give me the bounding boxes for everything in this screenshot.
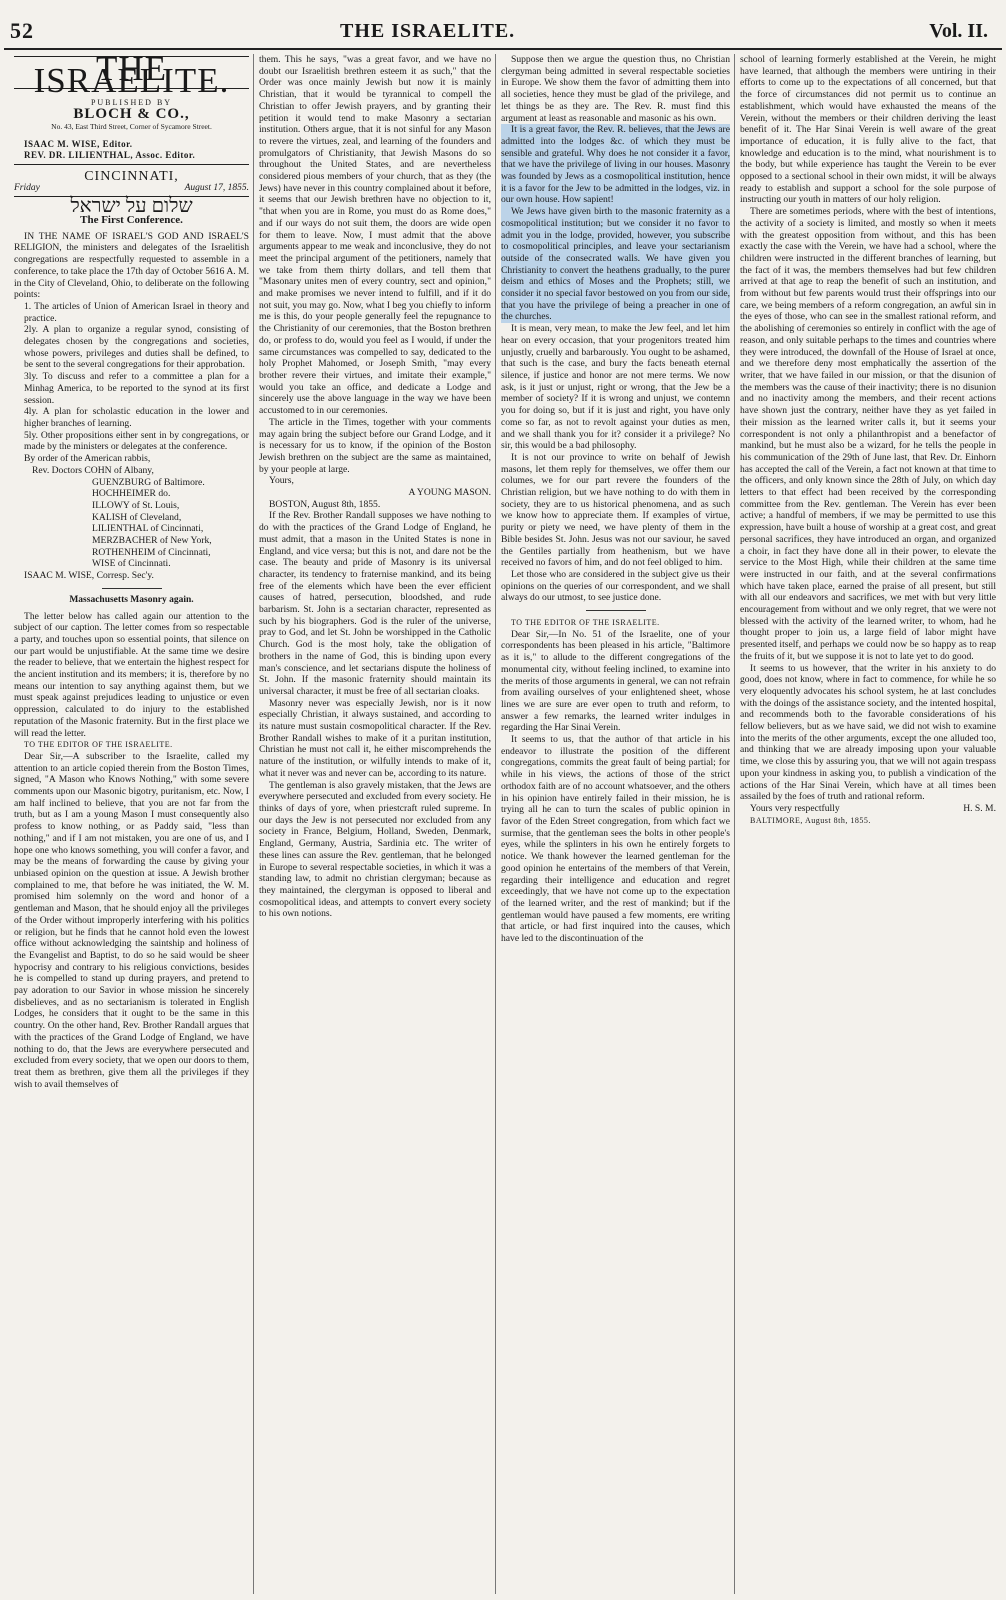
publisher-address: No. 43, East Third Street, Corner of Sycamore Street. [51,121,212,131]
editorial-paragraph: Masonry never was especially Jewish, nor is it now especially Christian, it always sustained, and according to its nature must sustain cosmopolitical character. If the Rev. Brother Randall wishes to make of it a puritan institution, Christian he must not call it, he either miscomprehends the nature of the institution, or wilfully intends to make of it, what it never was and never can be, according to its nature. [259,697,491,779]
highlighted-paragraph: We Jews have given birth to the masonic fraternity as a cosmopolitical institution; but we consider it no favor to admit you in the lodge, provided, however, you subscribe to cosmopolitical principles, and leave your sectarianism outside of the consecrated walls. We have given you Christianity to convert the heathens gradually, to the purer deism and ethics of Moses and the Prophets; still, we consider it no special favor bestowed on you from our side, that you have the privilege of being a preacher in one of the churches. [501,206,730,323]
initials: H. S. M. [963,803,996,814]
closing: Yours very respectfully [750,803,840,814]
volume-label: Vol. II. [929,20,988,42]
separator [586,610,646,611]
editorial-paragraph: Suppose then we argue the question thus, no Christian clergyman being admitted in several respectable societies in Europe. We show them the favor of admitting them into all societies, hence they must be glad of the privilege, and let things be as they are. The Rev. R. must find this argument at least as reasonable and masonic as his own. [501,54,730,124]
masonry-heading: Massachusetts Masonry again. [69,594,194,605]
signer: ROTHENHEIM of Cincinnati, [92,546,211,558]
column-divider [734,54,735,1594]
page-number: 52 [10,18,34,43]
letter-paragraph: Dear Sir,—A subscriber to the Israelite, called my attention to an article copied therein from the Boston Times, signed, "A Mason who Knows Nothing," with some severe comments upon our Masonic bigotry, puritanism, etc. Now, I am half inclined to believe, that you are not far from the truth, but as I am a young Mason I must consequently also profess to know nothing, or as Paddy said, "less than nothing," and if I am not mistaken, you are one of us, and I hope one who knows something, you will confer a favor, and may be the means of forwarding the cause by giving your unbiased opinion on the question at issue. A Jewish brother complained to me, that before he was initiated, the W. M. promised him solemnly on the word and honor of a gentleman and Mason, that he should enjoy all the privileges of the Order without improperly interfering with his politics or religion, but he finds that he cannot hold even the lowest office without acknowledging the saintship and holiness of the Evangelist and Baptist, to do so he said would be sheer hypocrisy and contrary to his religious convictions, besides he is compelled to stand up during prayers, and pretend to pay adoration to our Savior in whose mission he sincerely disbelieves, and as no sectarianism is tolerated in English Lodges, he considers that it ought to be the same in this country. On the other hand, Rev. Brother Randall argues that with the practices of the Grand Lodge of England, we have nothing to do, that the Jews are everywhere persecuted and excluded from every society, that we open our doors to them, treat them as brethren, give them all the privileges if they wish to avail themselves of [14,750,249,1090]
editorial-paragraph: If the Rev. Brother Randall supposes we have nothing to do with the practices of the Grand Lodge of England, he must admit, that a mason in the United States is none in England, and vice versa; but this is not, and dare not be the case. The beauty and pride of Masonry is its universal character, its tendency to fraternise mankind, and its being free of the elements which have been the ever efficient causes of hatred, persecution, bloodshed, and rude barbarism. St. John is a sectarian character, represented as such by his biographers. God is the ruler of the universe, pray to God, and let St. John be worshipped in the Catholic Church. God is the most holy, take the obligation of brothers in the name of God, this is binding upon every man's conscience, and let sectarians dispute the holiness of St. John. If the masonic fraternity should maintain its universal character, it must be free of all sectarian cloaks. [259,510,491,697]
letter-yours: Yours, [269,475,294,487]
highlighted-paragraph: It is a great favor, the Rev. R. believes, that the Jews are admitted into the lodges &c. of which they must be sensible and grateful. Why does he not consider it a favor, that we have the privilege of living in our houses. Masonry was founded by Jews as a cosmopolitical institution, hence it is a favor for the Jew to be admitted in the lodges, viz. in our own house. How sapient! [501,124,730,206]
to-editor: TO THE EDITOR OF THE ISRAELITE. [511,618,660,628]
conference-point: 3ly. To discuss and refer to a committee a plan for a Minhag America, to be reported to the synod at its first session. [24,371,249,406]
closing-line [740,803,996,815]
signer: HOCHHEIMER do. [92,488,171,500]
editorial-paragraph: The gentleman is also gravely mistaken, that the Jews are everywhere persecuted and excluded from every society. He thinks of days of yore, when priestcraft ruled supreme. In our days the Jew is not persecuted nor excluded from any society in France, Belgium, Holland, Sweden, Denmark, England, Germany, Austria, Sardinia etc. The writer of these lines can assure the Rev. gentleman, that he belonged in Europe to several respectable societies, in which it was a standing law, to admit no christian clergyman; because as they maintained, the clergyman is opposed to liberal and cosmopolitical ideas, and attempts to convert every society to his own notions. [259,779,491,920]
baltimore-paragraph: There are sometimes periods, where with the best of intentions, the activity of a society is limited, and mostly so when it meets with the greatest opposition from without, and this has been exactly the case with the Verein, we have had a school, where the children were instructed in the different branches of learning, but the fact of it was, the members themselves had but few children arrived at that age to reap the benefit of such an institution, and from without but few parents would trust their offsprings into our care, we being members of a reform congregation, an awful sin in the eyes of those, who can see in the smallest rational reform, and the abolishing of ceremonies so entirely in conflict with the age of reason, and only suitable perhaps to the times and countries where they were introduced, the downfall of the House of Israel at once, and we therefore deny most emphatically the assertion of the writer, that we have failed in our mission, or that the disunion of the members was the cause of their inactivity; there is no disunion and no inactivity among the members, and their recent actions have shown just the contrary, neither have they as yet failed in their mission as the learned writer calls it, but it seems your correspondent is not only a philanthropist and a benefactor of mankind, but he must also be a wizard, for he tells the people in his communication of the 29th of June last, that Rev. Dr. Einhorn has accepted the call of the Verein, a fact not known at that time to the officers, and only known since the 28th of July, on which day letters to that effect had been received by the corresponding committee from the Rev. gentleman. The Verein has ever been active; a handful of members, if we may be permitted to use this expression, have built a house of worship at a great cost, and great personal sacrifices, they have introduced an organ, and organized a choir, in fact they have done all in their power, to elevate the service to the Most High, while their children at the same time were instructed in our faith, and at the several confirmations which have taken place, earned the praise of all present, but still with all our endeavors and sacrifices, we met with but very little encouragement from without and we only regret, that we were not blessed with the activity of the learned writer, to whom, had he thought proper to join us, a large field of labor might have presented itself, and perhaps we could now be so happy as to reap the fruits of it, but we suppose it is not to late yet to do good. [740,206,996,662]
editorial-paragraph: It is not our province to write on behalf of Jewish masons, let them reply for themselves, we offer them our columes, we for our part revere the founders of the Christian religion, but we have nothing to do with them in society, they are to us historical phenomena, and as such we know how to appreciate them. If examples of virtue, purity or piety we need, we have plenty of them in the Bible besides St. John. Jesus was not our saviour, he saved the Gentiles partially from heathenism, but we have received no favors of him, and do not feel obliged to him. [501,451,730,569]
masthead-title: THE ISRAELITE. [33,54,230,100]
editor-line: ISAAC M. WISE, Editor. [24,138,133,149]
dateline [14,183,249,195]
column-1 [14,54,249,1594]
editorial-paragraph: Let those who are considered in the subject give us their opinions on the queries of our correspondent, and we shall always do our utmost, to see justice done. [501,568,730,604]
publisher-name: BLOCH & CO., [73,106,190,123]
column-3 [501,54,730,1594]
page-header [0,18,1006,50]
signer: LILIENTHAL of Cincinnati, [92,523,204,535]
signer: MERZBACHER of New York, [92,535,212,547]
column-2 [259,54,491,1594]
conference-intro: IN THE NAME OF ISRAEL'S GOD AND ISRAEL'S RELIGION, the ministers and delegates of the Israelitish congregations are respectfully requested to assemble in a conference, to take place the 17th day of October 5616 A. M. in the City of Cleveland, Ohio, to deliberate on the following points: [14,230,249,301]
signer: ILLOWY of St. Louis, [92,499,180,511]
column-divider [495,54,496,1594]
conference-heading: The First Conference. [80,214,183,227]
conference-point: 1. The articles of Union of American Israel in theory and practice. [24,300,249,324]
baltimore-paragraph: It seems to us, that the author of that article in his endeavor to illustrate the position of the different congregations, commits the great fault of being partial; for while in his views, the actions of those of the strict orthodox faith are of no account whatsoever, and the others in his opinion have entirely failed in their mission, he is trying all he can to turn the scales of public opinion in favor of the Eden Street congregation, from which fact we surmise, that the gentleman sees the bolts in other people's eyes, while the splinters in his own he entirely forgets to notice. We thank however the learned gentleman for the good opinion he entertains of the members of that Verein, regarding their intelligence and education and regret exceedingly, that we have not come up to the expectation of the learned writer, and the rest of mankind; but if the gentleman would have paused a few moments, ere writing that article, or had first inquired into the causes, which have led to the discontinuation of the [501,734,730,945]
signer: GUENZBURG of Baltimore. [92,476,205,488]
conference-signers [14,465,249,570]
conference-secretary: ISAAC M. WISE, Corresp. Sec'y. [24,570,154,582]
city-line: CINCINNATI, [84,168,179,184]
masonry-intro: The letter below has called again our attention to the subject of our caption. The letter comes from so respectable a party, and touches upon so essential points, that silence on our part would be unjustifiable. At the same time we desire the reader to believe, that we entertain the highest respect for the ancient institution and its members; it is, therefore by no means our intention to say anything against them, but we must speak against prejudices leading to unjustice or even oppression, calculated to do injury to the established reputation of the Masonic fraternity. But in the first place we will read the letter. [14,610,249,739]
signer: KALISH of Cleveland, [92,511,182,523]
header-rule [4,48,1002,50]
baltimore-place-date: BALTIMORE, August 8th, 1855. [750,815,871,825]
baltimore-paragraph: school of learning formerly established at the Verein, he might have learned, that although the members were untiring in their efforts to come up to the expectations of all concerned, but that the force of circumstances did not permit us to continue an establishment, which would have exhausted the means of the Verein, without the members or their children deriving the least benefit of it. The Har Sinai Verein is well aware of the great importance of education, it is fully alive to the fact, that knowledge and education is to the mind, what nourishment is to the body, but while experience has taught the Verein to be ever opposed to a sectional school in their own midst, it will be always ready to establish and support a school for the sole purpose of instructing our youth in matters of our holy religion. [740,54,996,206]
column-4 [740,54,996,1594]
letter-place-date: BOSTON, August 8th, 1855. [269,498,381,510]
column-divider [253,54,254,1594]
published-by: PUBLISHED BY [90,98,173,108]
masthead-rule [14,164,249,165]
to-editor: TO THE EDITOR OF THE ISRAELITE. [24,740,173,750]
signer: Rev. Doctors COHN of Albany, [32,464,154,476]
editorial-paragraph: It is mean, very mean, to make the Jew feel, and let him hear on every occasion, that your progenitors treated him unjustly, cruelly and barbarously. You ought to be ashamed, that such is the case, and bury the facts beneath eternal silence, if justice and honor are not mere terms. We now ask, is it just or unjust, right or wrong, that the Jew be a member of society? If it is wrong and unjust, we contemn you for doing so, but if it is just and right, you have only come so far, as not to revolt against your duties as men, and we shall thank you for it? consider it a privilege? No sir, this would be a bad philosophy. [501,323,730,452]
baltimore-paragraph: It seems to us however, that the writer in his anxiety to do good, does not know, where in fact to commence, for while he so very eloquently advocates his school system, he at last concludes with the doings of the assistance society, and the intented hospital, and recommends both to the favorable considerations of his fellow believers, but as we have said, we did not wish to examine into the merits of the other arguments, except the one alluded too, and thinking that we are already imposing upon your valuable time, we close this by assuring you, that we will not again trespass upon your kindness in asking you, to publish a vindication of the actions of the Har Sinai Verein, which have at all times been assailed by the foes of truth and rational reform. [740,662,996,803]
baltimore-paragraph: Dear Sir,—In No. 51 of the Israelite, one of your correspondents has been pleased in his article, "Baltimore as it is," to allude to the different congregations of the monumental city, without feeling inclined, to examine into the merits of those arguments in general, we can not refrain from availing ourselves of your enlightened sheet, whose lines we are sure are ever open to truth and reform, to answer a few remarks, the learned writer indulges in regarding the Har Sinai Verein. [501,628,730,734]
conference-order: By order of the American rabbis, [24,453,151,465]
running-title: THE ISRAELITE. [340,20,516,42]
signer: WISE of Cincinnati. [92,558,171,570]
letter-paragraph: The article in the Times, together with your comments may again bring the subject before our Grand Lodge, and it is necessary for us to know, if the opinion of the Boston Jewish brethren on the subject are the same as maintained, by your people at large. [259,416,491,475]
conference-points [14,301,249,453]
conference-point: 5ly. Other propositions either sent in by congregations, or made by the ministers or delegates at the conference. [24,429,249,453]
assoc-editor-line: REV. DR. LILIENTHAL, Assoc. Editor. [24,150,196,161]
separator [102,588,162,589]
letter-paragraph: them. This he says, "was a great favor, and we have no doubt our Israelitish brethren esteem it as such," that the Order was once mainly Jewish but now it is mainly Christian, that it would be tyrannical to compell the Christian to offer Jewish prayers, and by granting their petition it would tend to make Masonry a sectarian institution. Others argue, that it is not sinful for any Mason to revere the virtues, zeal, and learning of the founders and promulgators of Christianity, that Jewish Masons do so throughout the United States, and are nevertheless considered pious members of your church, that as they (the Jews) have never in this country complained about it before, it seems that our Jewish brethren have no objection to it, "that when you are in Rome, you must do as Rome does," and if our ways do not suit them, the doors are wide open for them to leave. Now, I must admit that the above arguments appear to me weak and inconclusive, they do not meet the principal argument of the petitioners, namely that we take from them thirty dollars, and tell them that "Masonary unites men of every country, sect and opinion," and make promises we never intend to fulfill, and if it do not suit, you may go. Now, what I beg you chiefly to inform me is this, do your people generally feel the repugnance to the Christianity of our ceremonies, that the Boston brethren do, or profess to do, would you feel as I would, if under the same circumstances was compelled to say, dedicated to the holy Prophet Mahomed, or Joseph Smith, "may every brother revere their virtues, and imitate their example," would you take an office, and dedicate a Lodge and sincerely use the above language in the way we have been accustomed to in our ceremonies. [259,54,491,417]
highlighted-selection[interactable] [501,124,730,323]
day: Friday [14,182,40,193]
letter-signoff: A YOUNG MASON. [408,487,491,499]
hebrew-motto: שלום על ישראל [70,195,193,218]
conference-point: 2ly. A plan to organize a regular synod, consisting of delegates chosen by the congregations and societies, whose powers, privileges and duties shall be defined, to be sent to the several congregations for their approbation. [24,324,249,371]
conference-point: 4ly. A plan for scholastic education in the lower and higher branches of learning. [24,406,249,429]
date: August 17, 1855. [184,182,249,193]
